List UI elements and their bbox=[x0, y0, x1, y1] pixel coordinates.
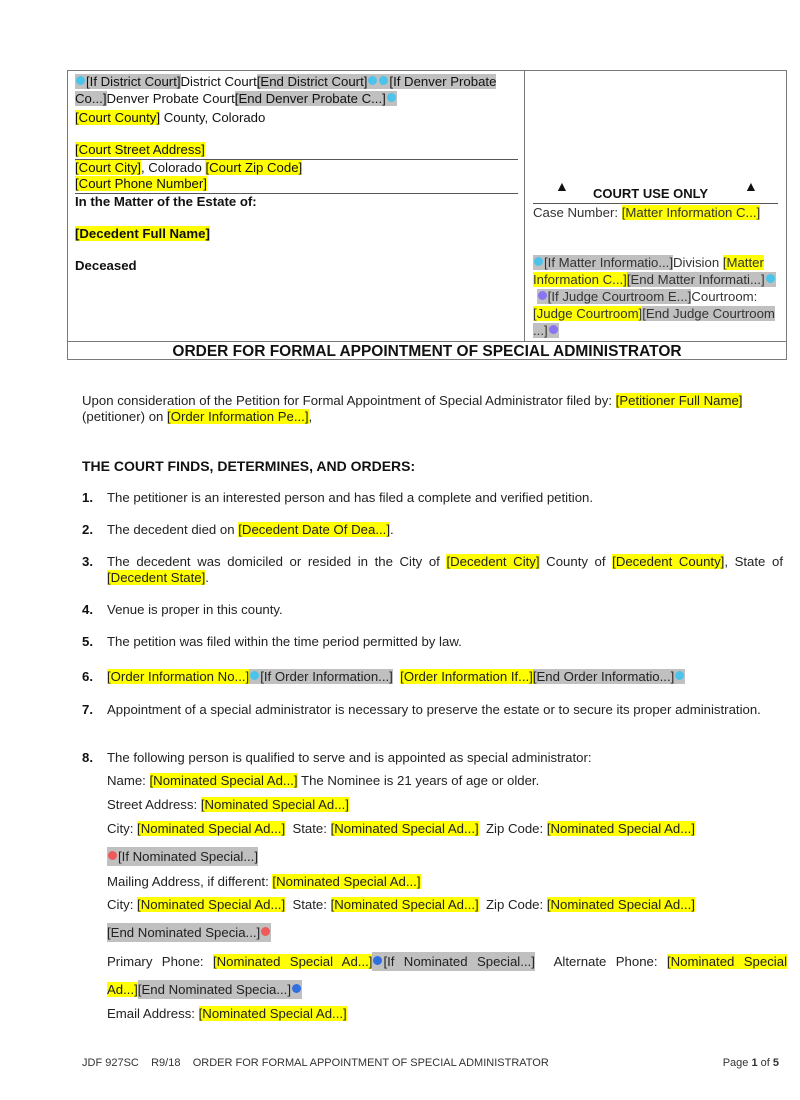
field-label: City: bbox=[107, 897, 138, 912]
form-id: JDF 927SC bbox=[82, 1057, 139, 1069]
finding-item-2 bbox=[107, 522, 783, 538]
court-city-line bbox=[75, 160, 302, 177]
cyan-marker-icon bbox=[387, 93, 396, 102]
nominee-state-field[interactable]: [Nominated Special Ad...] bbox=[330, 821, 479, 836]
decedent-death-date-field[interactable]: [Decedent Date Of Dea...] bbox=[238, 522, 390, 537]
court-city-field[interactable]: [Court City] bbox=[75, 160, 141, 175]
decedent-line bbox=[75, 226, 210, 243]
footer-left bbox=[82, 1057, 549, 1069]
cyan-marker-icon bbox=[368, 76, 377, 85]
nominee-city-line bbox=[107, 821, 783, 837]
end-judge-tag[interactable]: [End Judge Courtroom ...] bbox=[533, 306, 775, 338]
finding-item-1: The petitioner is an interested person and has filed a complete and verified petition. bbox=[107, 490, 594, 505]
finding-item-4: Venue is proper in this county. bbox=[107, 602, 283, 617]
page-label: Page bbox=[722, 1057, 752, 1069]
mailing-city-line bbox=[107, 897, 783, 913]
order-info-field[interactable]: [Order Information If...] bbox=[400, 669, 533, 684]
item-text: The decedent died on bbox=[107, 522, 239, 537]
blue-marker-icon bbox=[292, 984, 301, 993]
if-matter-tag[interactable]: [If Matter Informatio...] bbox=[544, 255, 673, 270]
end-matter-tag[interactable]: [End Matter Informati...] bbox=[626, 272, 765, 287]
if-denver-probate-tag[interactable]: [If Denver Probate Co...] bbox=[75, 74, 497, 106]
court-street-field[interactable]: [Court Street Address] bbox=[75, 142, 205, 157]
decedent-name-field[interactable]: [Decedent Full Name] bbox=[75, 226, 210, 241]
field-label: Mailing Address, if different: bbox=[107, 874, 273, 889]
end-alt-phone-tag[interactable]: [End Nominated Specia...] bbox=[137, 982, 292, 997]
if-judge-tag[interactable]: [If Judge Courtroom E...] bbox=[547, 289, 692, 304]
field-label: Alternate Phone: bbox=[553, 954, 667, 969]
item-number: 4. bbox=[82, 602, 93, 617]
caption-left-cell bbox=[68, 71, 525, 341]
mailing-city-field[interactable]: [Nominated Special Ad...] bbox=[137, 897, 286, 912]
page-indicator bbox=[723, 1057, 779, 1069]
age-note: The Nominee is 21 years of age or older. bbox=[297, 773, 540, 788]
court-street-line bbox=[75, 142, 205, 159]
if-alt-phone-tag[interactable]: [If Nominated Special...] bbox=[383, 954, 535, 969]
cyan-marker-icon bbox=[76, 76, 85, 85]
case-number-line bbox=[533, 204, 778, 221]
decedent-county-field[interactable]: [Decedent County] bbox=[612, 554, 725, 569]
punctuation: . bbox=[205, 570, 209, 585]
court-use-only-label: COURT USE ONLY bbox=[593, 186, 709, 201]
violet-marker-icon bbox=[549, 325, 558, 334]
caption-right-cell bbox=[525, 71, 786, 341]
case-number-label: Case Number: bbox=[533, 205, 622, 220]
denver-probate-court-text: Denver Probate Court bbox=[106, 90, 235, 106]
finding-item-3 bbox=[107, 554, 783, 586]
court-county-line bbox=[75, 110, 265, 127]
item-number: 7. bbox=[82, 702, 93, 717]
email-line bbox=[107, 1006, 783, 1022]
cyan-marker-icon bbox=[534, 257, 543, 266]
end-order-info-tag[interactable]: [End Order Informatio...] bbox=[532, 669, 675, 684]
phone-line bbox=[107, 952, 787, 972]
petitioner-name-field[interactable]: [Petitioner Full Name] bbox=[615, 393, 743, 408]
courtroom-field[interactable]: [Judge Courtroom] bbox=[533, 306, 643, 321]
cyan-marker-icon bbox=[250, 671, 259, 680]
field-label: State: bbox=[292, 821, 331, 836]
alternate-phone-field[interactable]: [Nominated Special bbox=[666, 954, 787, 969]
alternate-phone-field[interactable]: Ad...] bbox=[107, 982, 138, 997]
item-number: 3. bbox=[82, 554, 93, 569]
mailing-address-line bbox=[107, 874, 783, 890]
courtroom-label: Courtroom: bbox=[691, 289, 758, 304]
matter-label: In the Matter of the Estate of: bbox=[75, 194, 257, 209]
case-number-field[interactable]: [Matter Information C...] bbox=[621, 205, 761, 220]
county-suffix: County, Colorado bbox=[160, 110, 266, 125]
form-revision: R9/18 bbox=[151, 1057, 181, 1069]
petition-date-field[interactable]: [Order Information Pe...] bbox=[167, 409, 309, 424]
end-mailing-line bbox=[107, 923, 783, 943]
order-info-field[interactable]: [Order Information No...] bbox=[107, 669, 250, 684]
blue-marker-icon bbox=[373, 956, 382, 965]
finding-item-7: Appointment of a special administrator is necessary to preserve the estate or to secure its proper administration. bbox=[107, 702, 761, 717]
intro-text: Upon consideration of the Petition for Formal Appointment of Special Administrator filed by: bbox=[82, 393, 616, 408]
triangle-up-icon: ▲ bbox=[555, 178, 569, 194]
mailing-address-field[interactable]: [Nominated Special Ad...] bbox=[272, 874, 421, 889]
intro-text: (petitioner) on bbox=[82, 409, 168, 424]
violet-marker-icon bbox=[538, 291, 547, 300]
nominee-street-field[interactable]: [Nominated Special Ad...] bbox=[200, 797, 349, 812]
item-text: County of bbox=[539, 554, 613, 569]
end-district-court-tag[interactable]: [End District Court] bbox=[256, 74, 368, 89]
page-of: of bbox=[757, 1057, 773, 1069]
nominee-name-line bbox=[107, 773, 783, 789]
end-denver-probate-tag[interactable]: [End Denver Probate C...] bbox=[234, 90, 386, 106]
page-total: 5 bbox=[772, 1057, 779, 1069]
item-number: 5. bbox=[82, 634, 93, 649]
page-current: 1 bbox=[751, 1057, 758, 1069]
document-title: ORDER FOR FORMAL APPOINTMENT OF SPECIAL ADMINISTRATOR bbox=[68, 341, 786, 361]
nominee-zip-field[interactable]: [Nominated Special Ad...] bbox=[546, 821, 695, 836]
item-number: 1. bbox=[82, 490, 93, 505]
field-label: Zip Code: bbox=[485, 897, 547, 912]
court-phone-field[interactable]: [Court Phone Number] bbox=[75, 176, 207, 191]
footer-title: ORDER FOR FORMAL APPOINTMENT OF SPECIAL ADMINISTRATOR bbox=[192, 1057, 549, 1069]
decedent-state-field[interactable]: [Decedent State] bbox=[107, 570, 206, 585]
finding-item-8: The following person is qualified to serve and is appointed as special administrator: bbox=[107, 750, 592, 765]
if-mailing-tag[interactable]: [If Nominated Special...] bbox=[118, 849, 259, 864]
nominee-name-field[interactable]: [Nominated Special Ad...] bbox=[149, 773, 298, 788]
court-name-block bbox=[75, 74, 520, 107]
mailing-state-field[interactable]: [Nominated Special Ad...] bbox=[330, 897, 479, 912]
end-mailing-tag[interactable]: [End Nominated Specia...] bbox=[107, 925, 261, 940]
intro-paragraph bbox=[82, 393, 782, 425]
item-number: 2. bbox=[82, 522, 93, 537]
caption-table bbox=[67, 70, 787, 360]
nominee-street-line bbox=[107, 797, 783, 813]
item-text: The decedent was domiciled or resided in the City of bbox=[107, 554, 447, 569]
field-label: Primary Phone: bbox=[107, 954, 213, 969]
field-label: State: bbox=[292, 897, 331, 912]
item-text: , State of bbox=[724, 554, 783, 569]
finding-item-5: The petition was filed within the time period permitted by law. bbox=[107, 634, 462, 649]
punctuation: , bbox=[308, 409, 313, 424]
red-marker-icon bbox=[108, 851, 117, 860]
item-number: 8. bbox=[82, 750, 93, 765]
field-label: Name: bbox=[107, 773, 150, 788]
district-court-text: District Court bbox=[180, 74, 257, 89]
item-number: 6. bbox=[82, 669, 93, 684]
division-courtroom-block bbox=[533, 254, 778, 339]
division-field[interactable]: [Matter Information C...] bbox=[533, 255, 764, 287]
field-label: Street Address: bbox=[107, 797, 201, 812]
decedent-city-field[interactable]: [Decedent City] bbox=[446, 554, 540, 569]
court-county-field[interactable]: [Court County] bbox=[75, 110, 161, 125]
cyan-marker-icon bbox=[766, 274, 775, 283]
punctuation: . bbox=[389, 522, 394, 537]
email-field[interactable]: [Nominated Special Ad...] bbox=[198, 1006, 347, 1021]
mailing-zip-field[interactable]: [Nominated Special Ad...] bbox=[546, 897, 695, 912]
division-label: Division bbox=[672, 255, 723, 270]
deceased-label: Deceased bbox=[75, 258, 137, 273]
field-label: City: bbox=[107, 821, 138, 836]
city-suffix: , Colorado bbox=[140, 160, 206, 175]
primary-phone-field[interactable]: [Nominated Special Ad...] bbox=[212, 954, 373, 969]
field-label: Zip Code: bbox=[485, 821, 547, 836]
red-marker-icon bbox=[261, 927, 270, 936]
if-district-court-tag[interactable]: [If District Court] bbox=[86, 74, 181, 89]
if-mailing-line bbox=[107, 847, 783, 867]
phone-line-continued bbox=[107, 980, 783, 1000]
nominee-city-field[interactable]: [Nominated Special Ad...] bbox=[137, 821, 286, 836]
cyan-marker-icon bbox=[379, 76, 388, 85]
court-zip-field[interactable]: [Court Zip Code] bbox=[205, 160, 303, 175]
findings-heading: THE COURT FINDS, DETERMINES, AND ORDERS: bbox=[82, 458, 416, 474]
triangle-up-icon: ▲ bbox=[744, 178, 758, 194]
if-order-info-tag[interactable]: [If Order Information...] bbox=[260, 669, 393, 684]
cyan-marker-icon bbox=[675, 671, 684, 680]
field-label: Email Address: bbox=[107, 1006, 199, 1021]
court-phone-line bbox=[75, 176, 207, 193]
finding-item-6 bbox=[107, 667, 783, 687]
